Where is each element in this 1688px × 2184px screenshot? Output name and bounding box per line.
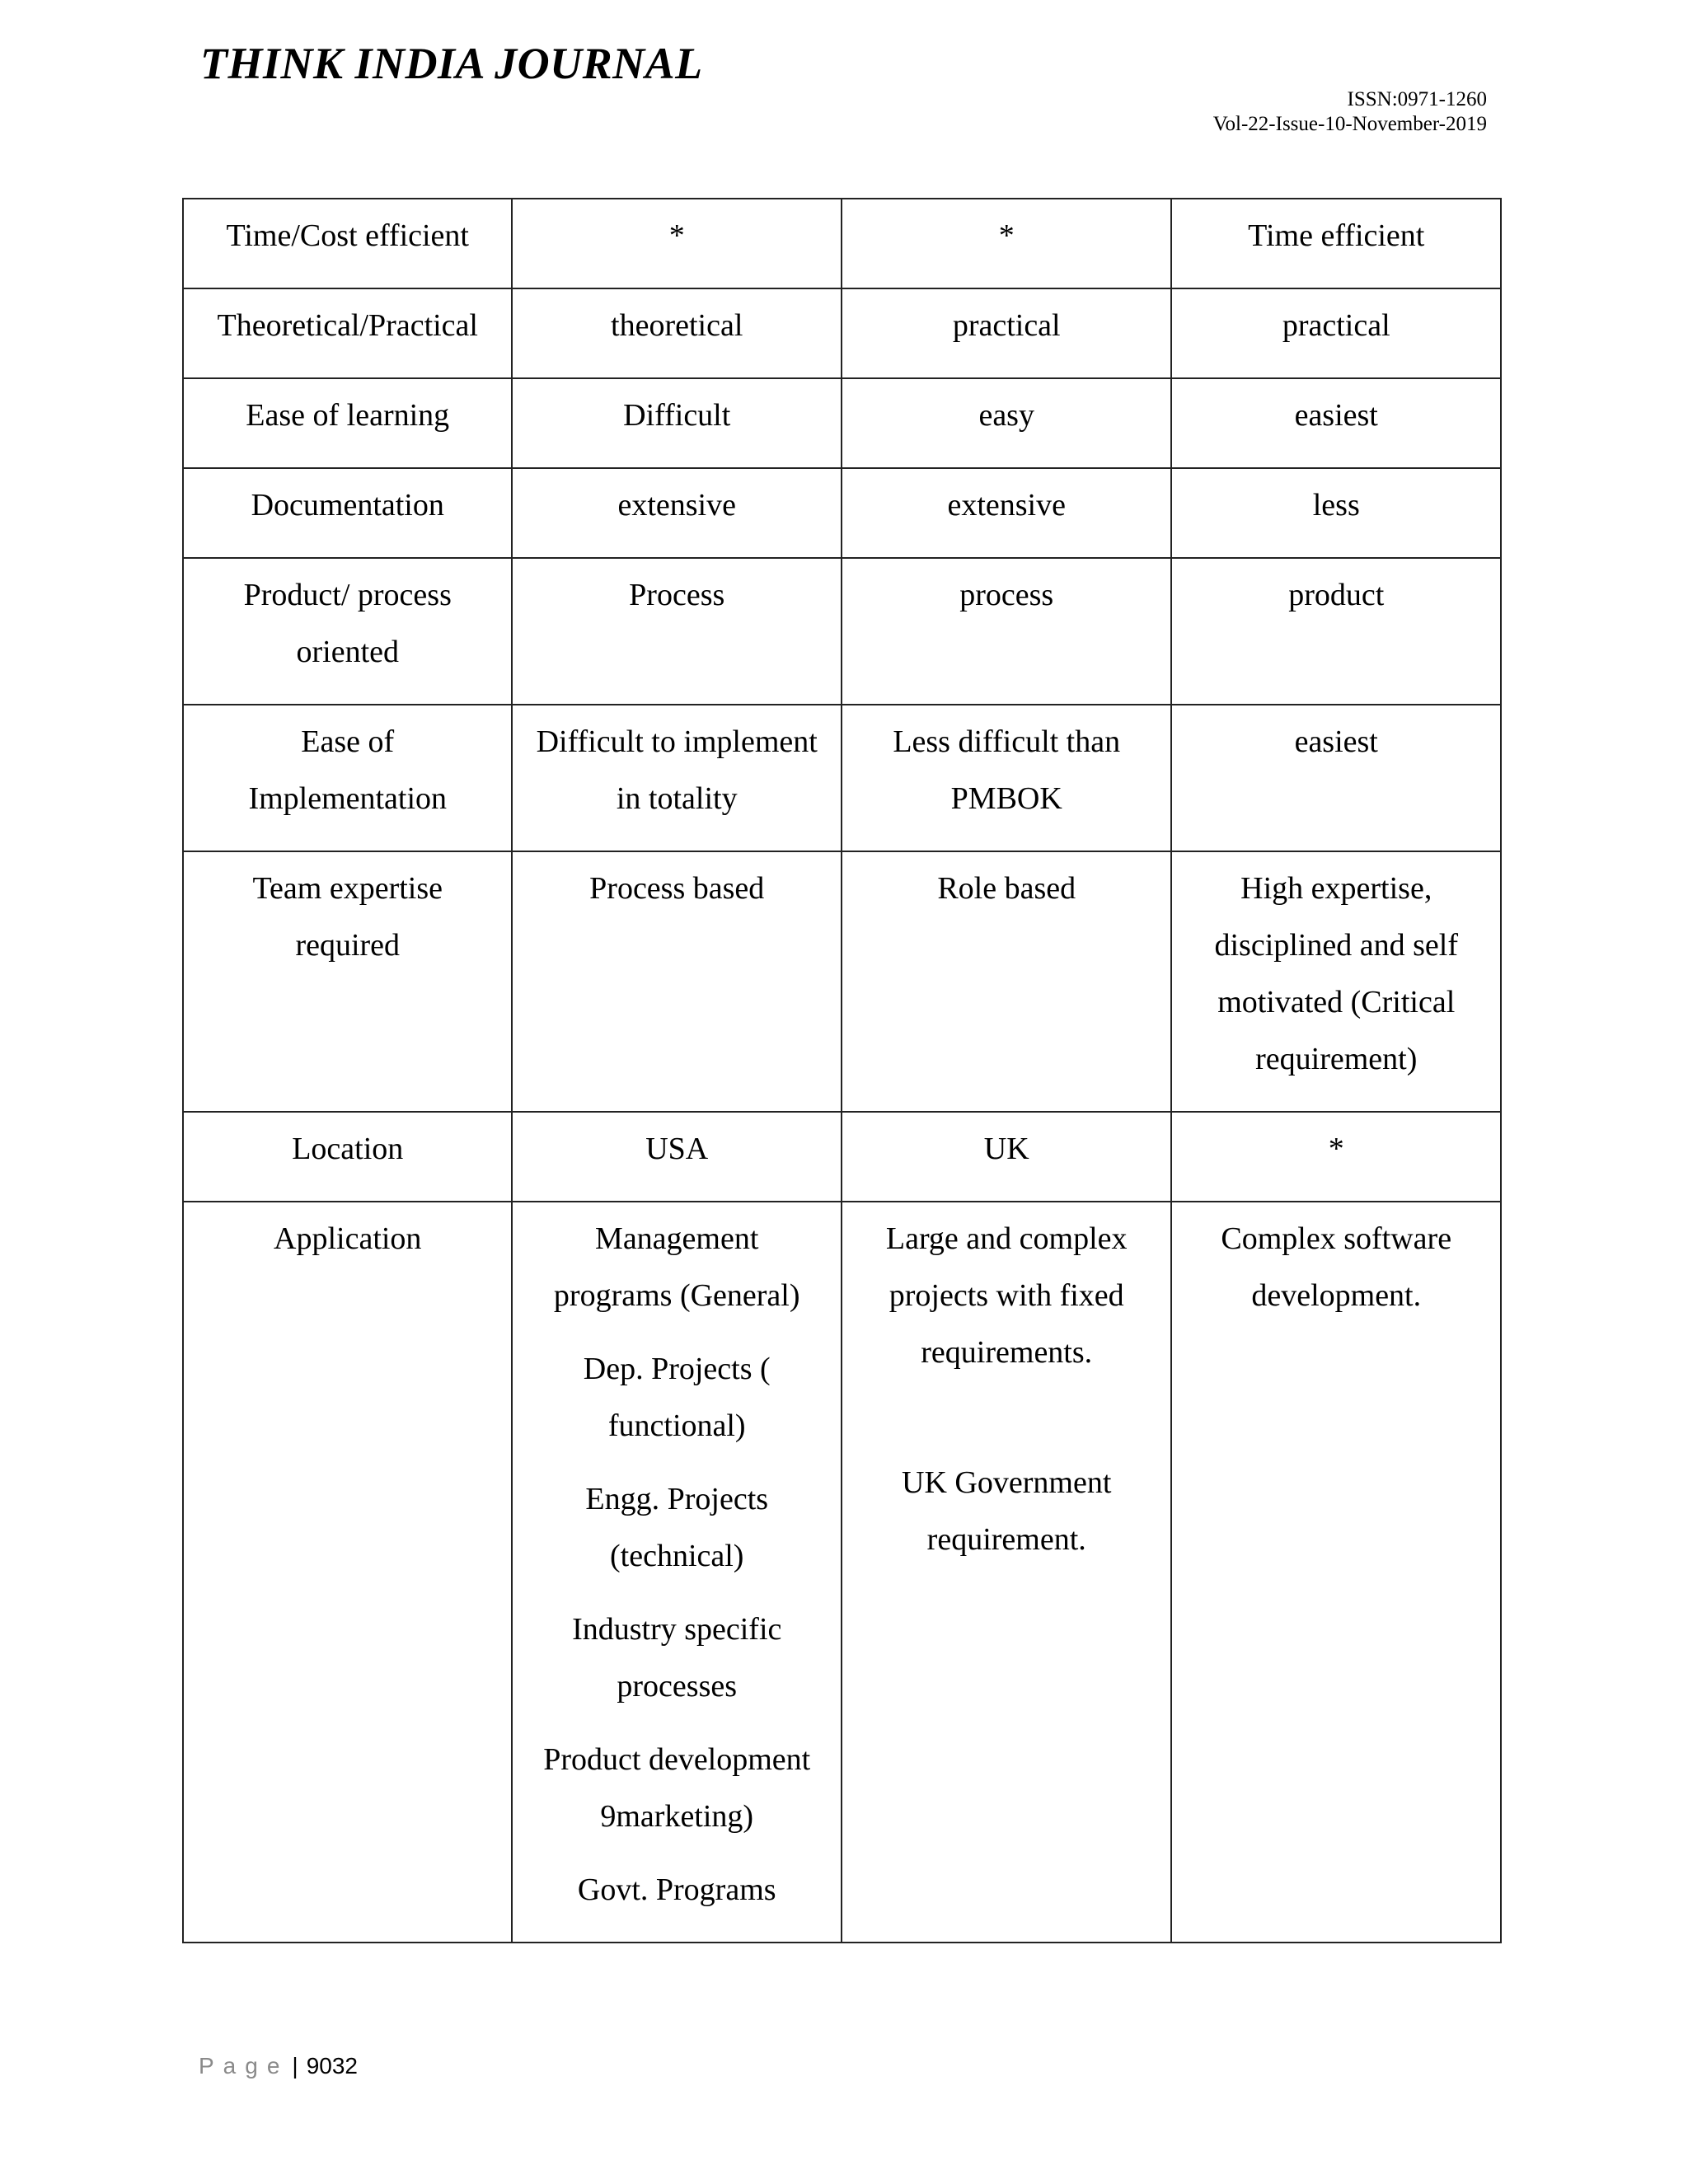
row-label-cell: [183, 851, 512, 1112]
cell-line: Engg. Projects: [585, 1482, 769, 1516]
row-label-cell: [183, 558, 512, 705]
cell-line: Large and complex: [885, 1221, 1128, 1256]
row-label-cell: [183, 288, 512, 378]
cell-line: easy: [978, 398, 1034, 433]
table-cell: [1171, 1202, 1501, 1943]
table-cell: [1171, 705, 1501, 851]
cell-line: Ease of learning: [246, 398, 450, 433]
table-cell: [842, 378, 1172, 468]
cell-line: motivated (Critical: [1217, 985, 1456, 1019]
application-entry: [852, 1211, 1161, 1381]
cell-line: Industry specific: [572, 1612, 782, 1647]
page-number: 9032: [306, 2053, 358, 2079]
cell-line: practical: [1282, 308, 1390, 343]
table-cell: [512, 468, 841, 558]
cell-line: Documentation: [251, 488, 444, 523]
cell-line: *: [998, 218, 1015, 253]
cell-line: requirements.: [921, 1335, 1093, 1370]
table-row: [183, 558, 1501, 705]
cell-line: Time efficient: [1248, 218, 1425, 253]
cell-line: requirement.: [926, 1522, 1086, 1557]
page-word: Page: [199, 2053, 289, 2079]
application-entry: [523, 1601, 830, 1715]
row-label-cell: [183, 1112, 512, 1202]
cell-line: Time/Cost efficient: [226, 218, 469, 253]
table-cell: [842, 199, 1172, 288]
cell-line: required: [295, 928, 401, 963]
cell-line: (technical): [610, 1539, 744, 1573]
table-cell: [842, 1112, 1172, 1202]
table-cell: [842, 705, 1172, 851]
table-cell: [512, 378, 841, 468]
cell-line: development.: [1251, 1278, 1422, 1313]
application-entry: [523, 1211, 830, 1324]
cell-line: Product development: [543, 1742, 811, 1777]
cell-line: programs (General): [553, 1278, 800, 1313]
cell-line: Dep. Projects (: [583, 1352, 771, 1386]
table-cell: [842, 468, 1172, 558]
table-cell: [842, 851, 1172, 1112]
cell-line: functional): [607, 1408, 746, 1443]
table-cell: [842, 288, 1172, 378]
journal-title: THINK INDIA JOURNAL: [200, 39, 703, 88]
application-entry: [523, 1341, 830, 1455]
table-row: [183, 705, 1501, 851]
table-cell: [1171, 1112, 1501, 1202]
issn: ISSN:0971-1260: [1347, 88, 1487, 110]
table-cell: [1171, 558, 1501, 705]
cell-line: Management: [595, 1221, 759, 1256]
table-row: [183, 851, 1501, 1112]
cell-line: Implementation: [248, 781, 448, 816]
table-row: [183, 378, 1501, 468]
application-entry: [523, 1732, 830, 1845]
cell-line: Theoretical/Practical: [217, 308, 478, 343]
cell-line: product: [1288, 578, 1385, 612]
cell-line: UK: [983, 1132, 1029, 1166]
cell-line: Location: [292, 1132, 404, 1166]
table-row: [183, 468, 1501, 558]
cell-line: processes: [617, 1669, 738, 1704]
cell-line: easiest: [1294, 398, 1378, 433]
cell-line: Ease of: [301, 724, 395, 759]
cell-line: High expertise,: [1240, 871, 1432, 906]
table-cell: [512, 199, 841, 288]
cell-line: Difficult to implement: [536, 724, 818, 759]
table-cell: [1171, 288, 1501, 378]
cell-line: in totality: [616, 781, 738, 816]
table-row-application: [183, 1202, 1501, 1943]
table-cell: [1171, 468, 1501, 558]
cell-line: Role based: [937, 871, 1076, 906]
cell-line: projects with fixed: [889, 1278, 1124, 1313]
table-row: [183, 288, 1501, 378]
cell-line: process: [959, 578, 1054, 612]
footer-separator: |: [292, 2053, 298, 2079]
table-cell: [512, 558, 841, 705]
row-label-cell: [183, 199, 512, 288]
application-entry: [523, 1862, 830, 1919]
cell-line: disciplined and self: [1214, 928, 1458, 963]
row-label-cell: [183, 468, 512, 558]
application-entry: [852, 1455, 1161, 1568]
cell-line: *: [668, 218, 685, 253]
cell-line: extensive: [617, 488, 736, 523]
cell-line: extensive: [947, 488, 1066, 523]
table-cell: [512, 705, 841, 851]
cell-line: Application: [274, 1221, 422, 1256]
cell-line: oriented: [296, 635, 399, 669]
row-label-cell: [183, 378, 512, 468]
cell-line: PMBOK: [950, 781, 1062, 816]
cell-line: Less difficult than: [893, 724, 1121, 759]
table-row: [183, 1112, 1501, 1202]
cell-line: requirement): [1255, 1042, 1418, 1076]
cell-line: *: [1328, 1132, 1344, 1166]
table-cell: [512, 1112, 841, 1202]
row-label-cell: [183, 705, 512, 851]
application-entry: [1182, 1211, 1490, 1324]
cell-line: UK Government: [902, 1465, 1112, 1500]
table-cell: [842, 558, 1172, 705]
comparison-table: [182, 198, 1502, 1943]
row-label-cell: [183, 1202, 512, 1943]
cell-line: practical: [952, 308, 1061, 343]
cell-line: Process based: [589, 871, 765, 906]
application-entry: [523, 1471, 830, 1585]
table-cell: [512, 851, 841, 1112]
volume-issue: Vol-22-Issue-10-November-2019: [1212, 113, 1487, 135]
table-cell: [1171, 199, 1501, 288]
cell-line: Team expertise: [252, 871, 443, 906]
table-cell: [1171, 851, 1501, 1112]
page-footer: [199, 2053, 358, 2079]
cell-line: USA: [645, 1132, 709, 1166]
cell-line: Product/ process: [243, 578, 452, 612]
table-cell: [512, 288, 841, 378]
cell-line: less: [1312, 488, 1360, 523]
cell-line: 9marketing): [600, 1799, 754, 1834]
cell-line: Process: [629, 578, 725, 612]
table-cell: [512, 1202, 841, 1943]
cell-line: Govt. Programs: [577, 1872, 776, 1907]
cell-line: theoretical: [611, 308, 743, 343]
cell-line: Complex software: [1221, 1221, 1452, 1256]
table-row: [183, 199, 1501, 288]
cell-line: Difficult: [623, 398, 731, 433]
table-cell: [842, 1202, 1172, 1943]
table-cell: [1171, 378, 1501, 468]
cell-line: easiest: [1294, 724, 1378, 759]
